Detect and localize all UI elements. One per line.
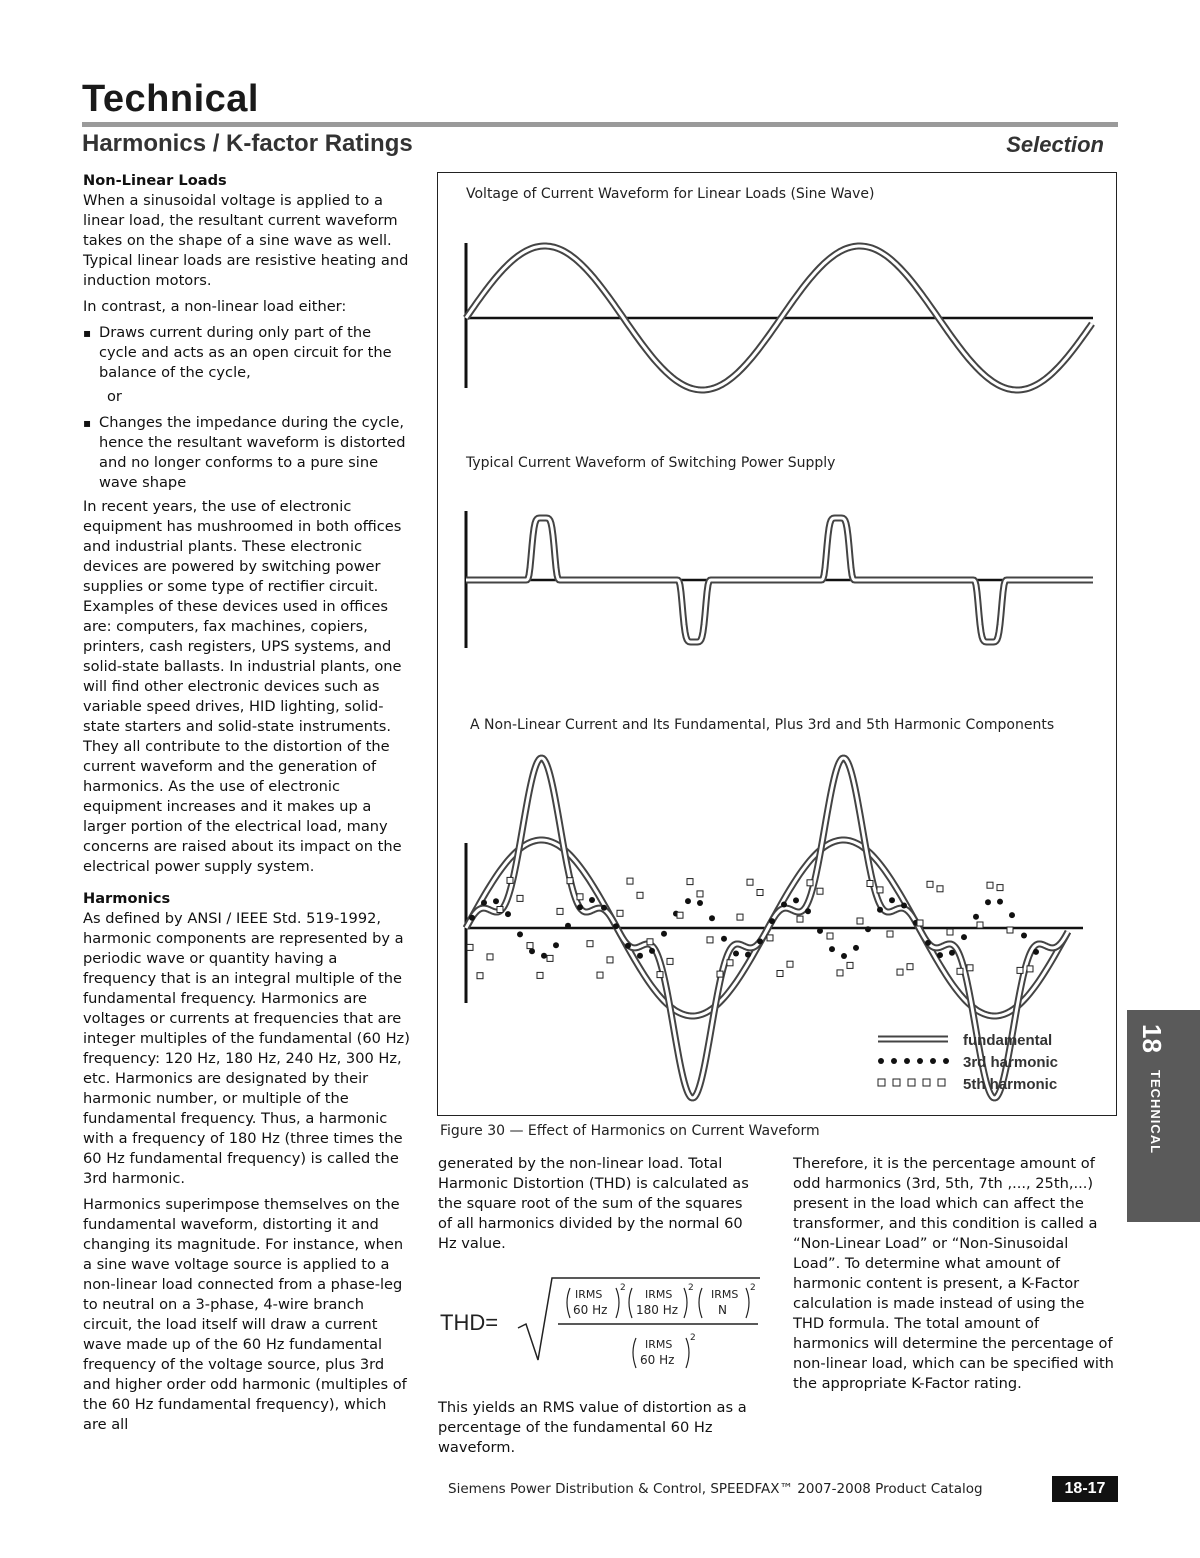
fifth-harmonic-square <box>467 944 473 950</box>
fifth-harmonic-square <box>717 971 723 977</box>
section-subtitle: Harmonics / K-factor Ratings <box>82 130 413 157</box>
third-harmonic-dot <box>949 950 955 956</box>
third-harmonic-dot <box>553 942 559 948</box>
paragraph: This yields an RMS value of distortion as a percentage of the fundamental 60 Hz waveform. <box>438 1399 747 1456</box>
third-harmonic-dot <box>877 907 883 913</box>
fifth-harmonic-square <box>637 892 643 898</box>
paragraph: In recent years, the use of electronic equipment has mushroomed in both offices and industrial plants. These electronic devices are powered by switching power supplies or some type of rectifier circuit. Examples of these devices used in offices are: computers, fax machines, copiers, printers, cash registers, UPS systems, and solid-state ballasts. In industrial plants, one will find other electronic devices such as variable speed drives, HID lighting, solid-state starters and solid-state instruments. They all contribute to the distortion of the current waveform and the generation of harmonics. As the use of electronic equipment increases and it makes up a larger portion of the electrical load, many concerns are raised about its impact on the electrical power supply system. <box>83 498 402 875</box>
footer-text: Siemens Power Distribution & Control, SPEEDFAX™ 2007-2008 Product Catalog <box>448 1481 983 1497</box>
third-harmonic-dot <box>829 946 835 952</box>
thd-formula <box>440 1276 770 1376</box>
legend-3rd-label: 3rd harmonic <box>963 1054 1059 1071</box>
right-column <box>793 1154 1118 1400</box>
fifth-harmonic-square <box>937 886 943 892</box>
legend-square <box>893 1079 900 1086</box>
figure-box <box>437 172 1117 1116</box>
third-harmonic-dot <box>961 934 967 940</box>
third-harmonic-dot <box>661 931 667 937</box>
fifth-harmonic-square <box>557 908 563 914</box>
section-label: Selection <box>1006 132 1104 157</box>
fifth-harmonic-square <box>517 895 523 901</box>
third-harmonic-dot <box>937 952 943 958</box>
fifth-harmonic-square <box>797 916 803 922</box>
third-harmonic-dot <box>889 897 895 903</box>
fifth-harmonic-square <box>767 935 773 941</box>
third-harmonic-dot <box>685 898 691 904</box>
fifth-harmonic-square <box>747 879 753 885</box>
third-harmonic-dot <box>565 923 571 929</box>
paragraph: In contrast, a non-linear load either: <box>83 298 347 315</box>
fifth-harmonic-square <box>757 890 763 896</box>
formula-lhs: THD= <box>440 1310 499 1335</box>
chapter-side-tab <box>1127 1010 1200 1222</box>
legend-square <box>878 1079 885 1086</box>
fifth-harmonic-square <box>777 971 783 977</box>
fifth-harmonic-square <box>837 970 843 976</box>
fifth-harmonic-square <box>677 912 683 918</box>
third-harmonic-dot <box>745 952 751 958</box>
third-harmonic-dot <box>997 899 1003 905</box>
third-harmonic-dot <box>901 903 907 909</box>
third-harmonic-dot <box>493 898 499 904</box>
term3-n: N <box>718 1303 727 1317</box>
fifth-harmonic-square <box>917 920 923 926</box>
third-harmonic-dot <box>805 908 811 914</box>
panel3-title: A Non-Linear Current and Its Fundamental, Plus 3rd and 5th Harmonic Components <box>470 717 1055 733</box>
bullet-list <box>83 413 411 493</box>
fifth-harmonic-square <box>847 962 853 968</box>
third-harmonic-dot <box>637 953 643 959</box>
denominator-60hz: 60 Hz <box>640 1353 675 1367</box>
svg-text:2: 2 <box>690 1333 696 1343</box>
third-harmonic-dot <box>481 900 487 906</box>
heading-harmonics: Harmonics <box>83 890 171 907</box>
legend-fundamental-label: fundamental <box>963 1032 1053 1049</box>
third-harmonic-dot <box>577 904 583 910</box>
svg-text:2: 2 <box>620 1283 626 1293</box>
third-harmonic-dot <box>757 938 763 944</box>
third-harmonic-dot <box>541 953 547 959</box>
third-harmonic-dot <box>853 945 859 951</box>
paragraph: Therefore, it is the percentage amount of odd harmonics (3rd, 5th, 7th ,..., 25th,...) present in the load which can affect the transformer, and this condition is called a “Non-Linear Load” or “Non-Sinusoidal Load”. To determine what amount of harmonic content is present, a K-Factor calculation is made instead of using the THD formula. The total amount of harmonics will determine the percentage of non-linear load, which can be specified with the appropriate K-Factor rating. <box>793 1155 1114 1392</box>
fifth-harmonic-square <box>477 973 483 979</box>
third-harmonic-dot <box>721 936 727 942</box>
fifth-harmonic-square <box>647 939 653 945</box>
third-harmonic-dot <box>709 915 715 921</box>
left-column <box>83 171 411 1441</box>
fifth-harmonic-square <box>1017 967 1023 973</box>
fifth-harmonic-square <box>927 881 933 887</box>
fifth-harmonic-square <box>567 878 573 884</box>
third-harmonic-dot <box>649 948 655 954</box>
third-harmonic-dot <box>697 900 703 906</box>
fifth-harmonic-square <box>697 891 703 897</box>
fifth-harmonic-square <box>607 957 613 963</box>
fifth-harmonic-square <box>987 882 993 888</box>
chapter-label: TECHNICAL <box>1148 1070 1163 1155</box>
fifth-harmonic-square <box>587 941 593 947</box>
page-number: 18-17 <box>1052 1476 1118 1502</box>
fifth-harmonic-square <box>997 885 1003 891</box>
panel2-title: Typical Current Waveform of Switching Power Supply <box>466 455 836 471</box>
fifth-harmonic-square <box>827 933 833 939</box>
figure-caption: Figure 30 — Effect of Harmonics on Current Waveform <box>440 1123 820 1139</box>
term2-180hz: 180 Hz <box>636 1303 679 1317</box>
fifth-harmonic-square <box>887 931 893 937</box>
fifth-harmonic-square <box>807 880 813 886</box>
list-item: ▪ Draws current during only part of the cycle and acts as an open circuit for the balance of the cycle, <box>83 323 411 383</box>
fifth-harmonic-square <box>1007 927 1013 933</box>
third-harmonic-dot <box>985 899 991 905</box>
third-harmonic-dot <box>1009 912 1015 918</box>
fifth-harmonic-square <box>867 881 873 887</box>
term2-irms: IRMS <box>645 1288 673 1301</box>
fifth-harmonic-square <box>627 878 633 884</box>
fifth-harmonic-square <box>897 969 903 975</box>
heading-non-linear-loads: Non-Linear Loads <box>83 172 227 189</box>
legend-3rd-swatch <box>878 1058 949 1064</box>
fifth-harmonic-square <box>817 888 823 894</box>
list-item: ▪ Changes the impedance during the cycle, hence the resultant waveform is distorted and no longer conforms to a pure sine wave shape <box>83 413 411 493</box>
third-harmonic-dot <box>865 926 871 932</box>
legend-square <box>908 1079 915 1086</box>
term3-irms: IRMS <box>711 1288 739 1301</box>
fifth-harmonic-square <box>967 965 973 971</box>
paragraph: Harmonics superimpose themselves on the fundamental waveform, distorting it and changing its magnitude. For instance, when a sine wave voltage source is applied to a non-linear load connected from a phase-leg to neutral on a 3-phase, 4-wire branch circuit, the load itself will draw a current wave made up of the 60 Hz fundamental frequency of the voltage source, plus 3rd and higher order odd harmonic (multiples of the 60 Hz fundamental frequency), which are all <box>83 1196 407 1433</box>
fifth-harmonic-square <box>537 972 543 978</box>
fifth-harmonic-square <box>787 961 793 967</box>
third-harmonic-dot <box>793 897 799 903</box>
fifth-harmonic-square <box>577 894 583 900</box>
fifth-harmonic-square <box>877 887 883 893</box>
page-title: Technical <box>82 78 259 120</box>
third-harmonic-dot <box>589 897 595 903</box>
paragraph: As defined by ANSI / IEEE Std. 519-1992, harmonic components are represented by a periodic wave or quantity having a frequency that is an integral multiple of the fundamental frequency. Harmonics are voltages or currents at frequencies that are integer multiples of the fundamental (60 Hz) frequency: 120 Hz, 180 Hz, 240 Hz, 300 Hz, etc. Harmonics are designated by their harmonic number, or multiple of the fundamental frequency. Thus, a harmonic with a frequency of 180 Hz (three times the 60 Hz fundamental frequency) is called the 3rd harmonic. <box>83 910 410 1187</box>
middle-column <box>438 1154 758 1260</box>
panel1-title: Voltage of Current Waveform for Linear Loads (Sine Wave) <box>466 186 875 202</box>
third-harmonic-dot <box>1021 933 1027 939</box>
legend-dot <box>891 1058 897 1064</box>
fifth-harmonic-square <box>667 958 673 964</box>
third-harmonic-dot <box>733 951 739 957</box>
waveform-figure <box>438 173 1115 1114</box>
fifth-harmonic-square <box>547 955 553 961</box>
third-harmonic-dot <box>625 943 631 949</box>
fifth-harmonic-square <box>957 968 963 974</box>
term1-60hz: 60 Hz <box>573 1303 608 1317</box>
third-harmonic-dot <box>505 911 511 917</box>
chapter-number: 18 <box>1137 1024 1167 1053</box>
svg-text:2: 2 <box>750 1283 756 1293</box>
paragraph: generated by the non-linear load. Total Harmonic Distortion (THD) is calculated as the square root of the sum of the squares of all harmonics divided by the normal 60 Hz value. <box>438 1155 749 1252</box>
or-text: or <box>107 388 122 405</box>
legend-square <box>938 1079 945 1086</box>
title-rule <box>82 122 1118 127</box>
legend-5th-swatch <box>878 1079 945 1086</box>
fifth-harmonic-square <box>857 918 863 924</box>
third-harmonic-dot <box>1033 949 1039 955</box>
third-harmonic-dot <box>973 914 979 920</box>
fifth-harmonic-square <box>597 972 603 978</box>
term1-irms: IRMS <box>575 1288 603 1301</box>
legend-5th-label: 5th harmonic <box>963 1076 1058 1093</box>
denominator-irms: IRMS <box>645 1338 673 1351</box>
legend-dot <box>943 1058 949 1064</box>
middle-column-continued <box>438 1398 758 1464</box>
third-harmonic-dot <box>925 940 931 946</box>
third-harmonic-dot <box>841 953 847 959</box>
thd-formula-graphic <box>440 1276 770 1376</box>
figure-legend <box>878 1032 1058 1093</box>
fifth-harmonic-square <box>617 910 623 916</box>
fifth-harmonic-square <box>657 972 663 978</box>
third-harmonic-dot <box>517 931 523 937</box>
legend-dot <box>878 1058 884 1064</box>
fifth-harmonic-square <box>977 922 983 928</box>
legend-dot <box>930 1058 936 1064</box>
third-harmonic-dot <box>529 948 535 954</box>
fifth-harmonic-square <box>947 929 953 935</box>
fifth-harmonic-square <box>737 914 743 920</box>
fifth-harmonic-square <box>727 960 733 966</box>
bullet-list <box>83 323 411 383</box>
fifth-harmonic-square <box>497 907 503 913</box>
fifth-harmonic-square <box>527 943 533 949</box>
legend-dot <box>904 1058 910 1064</box>
fifth-harmonic-square <box>507 877 513 883</box>
third-harmonic-dot <box>469 915 475 921</box>
third-harmonic-dot <box>781 902 787 908</box>
fifth-harmonic-square <box>1027 966 1033 972</box>
fifth-harmonic-square <box>707 937 713 943</box>
paragraph: When a sinusoidal voltage is applied to a linear load, the resultant current waveform takes on the shape of a sine wave as well. Typical linear loads are resistive heating and induction motors. <box>83 192 409 289</box>
svg-text:2: 2 <box>688 1283 694 1293</box>
third-harmonic-dot <box>601 905 607 911</box>
fifth-harmonic-square <box>907 964 913 970</box>
third-harmonic-dot <box>817 928 823 934</box>
fifth-harmonic-square <box>687 879 693 885</box>
third-harmonic-dot <box>613 923 619 929</box>
third-harmonic-dot <box>769 918 775 924</box>
fifth-harmonic-square <box>487 954 493 960</box>
legend-square <box>923 1079 930 1086</box>
legend-dot <box>917 1058 923 1064</box>
